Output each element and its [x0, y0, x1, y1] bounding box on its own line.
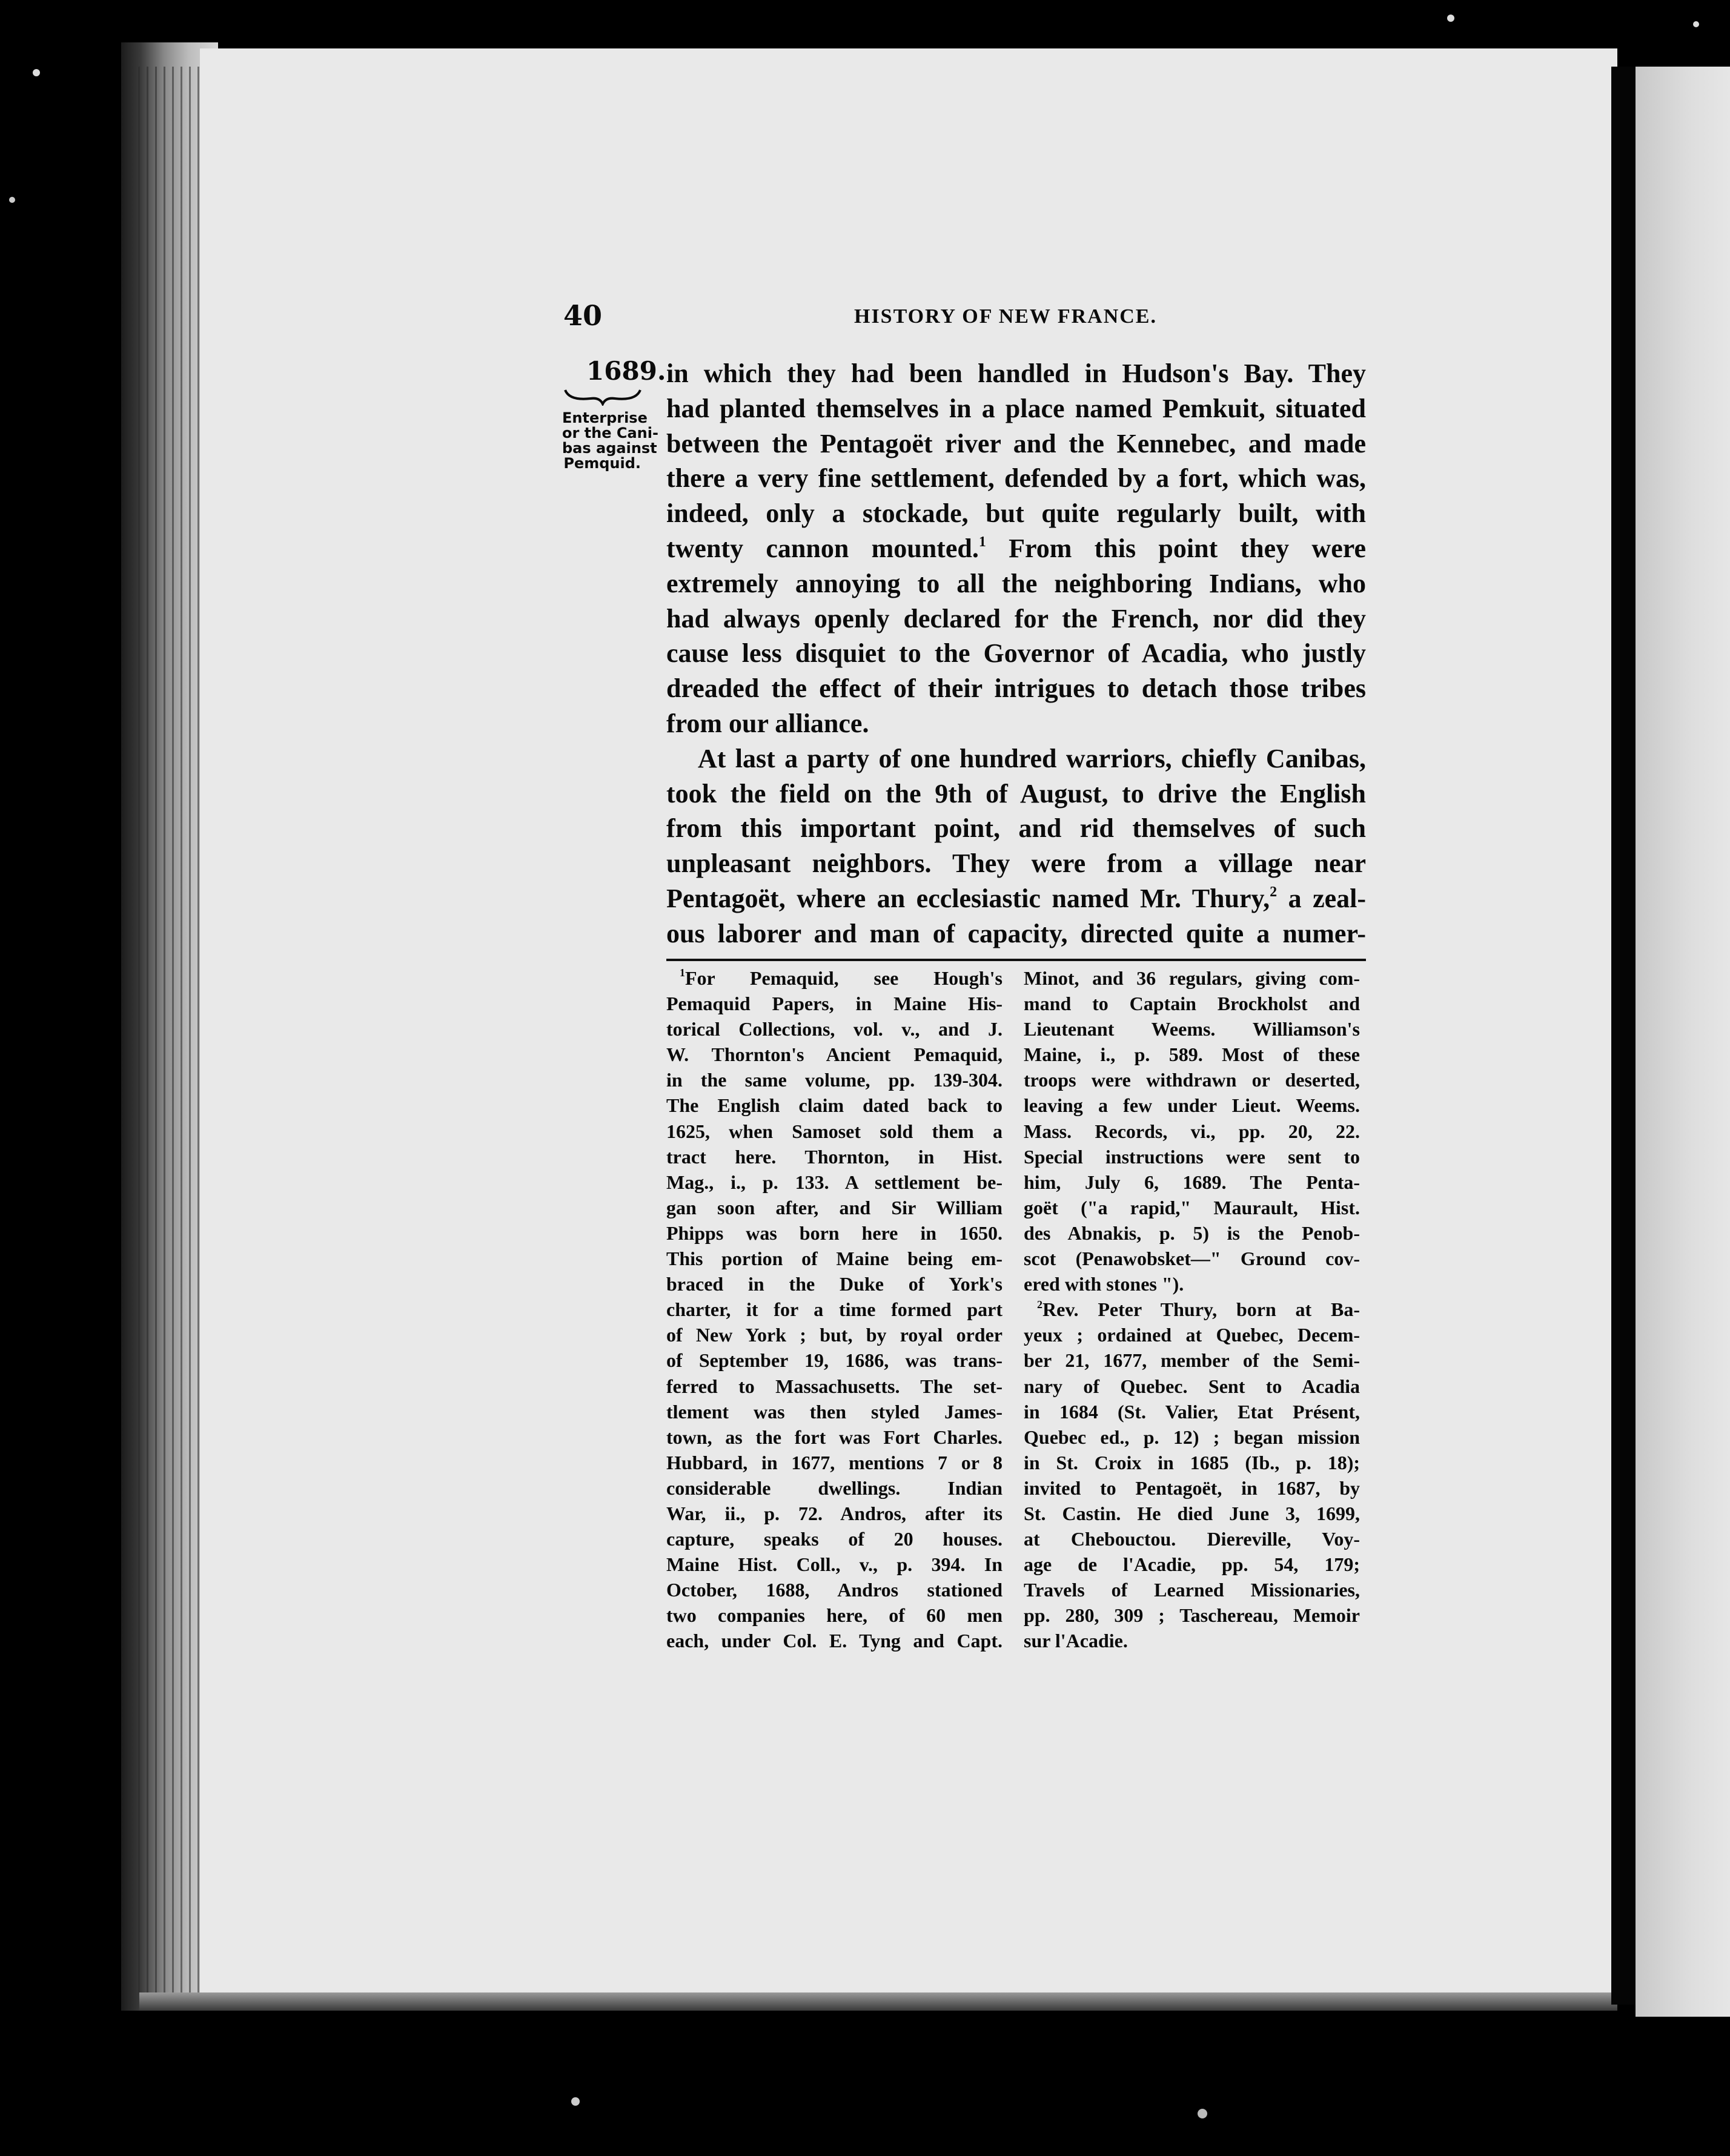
- footnote-line: goët ("a rapid," Maurault, Hist.: [1024, 1196, 1360, 1219]
- sidenote-line: Enterprise: [562, 409, 648, 426]
- brace-ornament: [563, 388, 642, 406]
- footnote-line: Maine Hist. Coll., v., p. 394. In: [666, 1553, 1003, 1576]
- page-header: [563, 299, 1369, 332]
- footnote-mark-2: 2: [1270, 884, 1278, 901]
- footnote-number-2: 2: [1037, 1298, 1042, 1311]
- body-line: from this important point, and rid themselves of such: [666, 813, 1366, 844]
- gutter-shadow: [1611, 67, 1636, 2005]
- page-edges-texture: [138, 67, 205, 1992]
- footnote-line: Quebec ed., p. 12) ; began mission: [1024, 1426, 1360, 1448]
- footnote-line: sur l'Acadie.: [1024, 1630, 1128, 1652]
- footnote-line: invited to Pentagoët, in 1687, by: [1024, 1476, 1360, 1499]
- body-line: extremely annoying to all the neighboring Indians, who: [666, 568, 1366, 598]
- footnote-line: considerable dwellings. Indian: [666, 1476, 1003, 1499]
- footnote-mark-1: 1: [978, 534, 986, 551]
- footnote-line: tlement was then styled James-: [666, 1400, 1003, 1423]
- footnote-line: War, ii., p. 72. Andros, after its: [666, 1502, 1003, 1524]
- footnote-line: him, July 6, 1689. The Penta-: [1024, 1171, 1360, 1193]
- footnote-line: in 1684 (St. Valier, Etat Présent,: [1024, 1400, 1360, 1423]
- footnote-rule: [666, 959, 1366, 961]
- footnote-line: $^2$Rev. Peter Thury, born at Ba-: [1037, 1298, 1360, 1321]
- footnote-line: Mass. Records, vi., pp. 20, 22.: [1024, 1120, 1360, 1142]
- footnotes-left-column: [666, 965, 1003, 1654]
- footnote-line: pp. 280, 309 ; Taschereau, Memoir: [1024, 1604, 1360, 1627]
- body-line: between the Pentagoët river and the Kennebec, and made: [666, 428, 1366, 458]
- sidenote-line: Pemquid.: [563, 455, 641, 472]
- footnote-line: gan soon after, and Sir William: [666, 1196, 1003, 1219]
- footnote-line: capture, speaks of 20 houses.: [666, 1528, 1003, 1550]
- footnote-line: two companies here, of 60 men: [666, 1604, 1003, 1627]
- body-line-segment: twenty cannon mounted.: [666, 533, 979, 563]
- footnote-line: mand to Captain Brockholst and: [1024, 993, 1360, 1015]
- footnote-line: torical Collections, vol. v., and J.: [666, 1018, 1003, 1040]
- body-text: [666, 356, 1366, 951]
- body-line-segment: Pentagoët, where an ecclesiastic named Mr. Thury,: [666, 883, 1270, 913]
- footnote-line: The English claim dated back to: [666, 1094, 1003, 1117]
- body-line: unpleasant neighbors. They were from a village near: [666, 848, 1366, 879]
- footnote-line: in the same volume, pp. 139-304.: [666, 1069, 1003, 1091]
- footnote-line: charter, it for a time formed part: [666, 1298, 1003, 1321]
- footnotes-right-column: [1024, 965, 1360, 1654]
- body-line: At last a party of one hundred warriors, chiefly Canibas,: [698, 743, 1366, 773]
- body-line: had always openly declared for the French, nor did they: [666, 603, 1366, 633]
- body-line: in which they had been handled in Hudson's Bay. They: [666, 359, 1366, 388]
- running-title: HISTORY OF NEW FRANCE.: [854, 305, 1157, 328]
- footnote-line: scot (Penawobsket—" Ground cov-: [1024, 1248, 1360, 1270]
- footnote-line: yeux ; ordained at Quebec, Decem-: [1024, 1324, 1360, 1346]
- footnote-line: tract here. Thornton, in Hist.: [666, 1145, 1003, 1168]
- body-line: took the field on the 9th of August, to drive the English: [666, 778, 1366, 808]
- body-line: [666, 881, 1366, 916]
- footnote-line: of New York ; but, by royal order: [666, 1324, 1003, 1346]
- footnote-line: Special instructions were sent to: [1024, 1145, 1360, 1168]
- footnote-line: St. Castin. He died June 3, 1699,: [1024, 1502, 1360, 1524]
- footnote-line: $^1$For Pemaquid, see Hough's: [680, 967, 1003, 989]
- margin-year: 1689.: [586, 356, 666, 386]
- footnote-line: Pemaquid Papers, in Maine His-: [666, 993, 1003, 1015]
- footnote-line: Hubbard, in 1677, mentions 7 or 8: [666, 1451, 1003, 1473]
- footnote-line: at Chebouctou. Diereville, Voy-: [1024, 1528, 1360, 1550]
- footnote-line: each, under Col. E. Tyng and Capt.: [666, 1630, 1003, 1652]
- footnote-line: nary of Quebec. Sent to Acadia: [1024, 1375, 1360, 1397]
- footnote-line: town, as the fort was Fort Charles.: [666, 1426, 1003, 1448]
- page-bottom-shadow: [139, 1992, 1617, 2011]
- footnote-line: W. Thornton's Ancient Pemaquid,: [666, 1043, 1003, 1066]
- footnote-line: This portion of Maine being em-: [666, 1248, 1003, 1270]
- footnote-line: Mag., i., p. 133. A settlement be-: [666, 1171, 1003, 1193]
- footnote-line: in St. Croix in 1685 (Ib., p. 18);: [1024, 1451, 1360, 1473]
- footnote-line: leaving a few under Lieut. Weems.: [1024, 1094, 1360, 1117]
- body-line: cause less disquiet to the Governor of Acadia, who justly: [666, 638, 1366, 669]
- sidenote-line: or the Cani-: [562, 425, 658, 441]
- footnote-line: Travels of Learned Missionaries,: [1024, 1579, 1360, 1601]
- page-number: 40: [563, 299, 603, 332]
- footnote-line: ered with stones ").: [1024, 1273, 1184, 1295]
- facing-page-edge: [1636, 67, 1730, 2017]
- margin-sidenote: [562, 409, 658, 472]
- body-line-segment: a zeal-: [1288, 883, 1366, 913]
- body-line: from our alliance.: [666, 708, 869, 738]
- body-line: had planted themselves in a place named Pemkuit, situated: [666, 393, 1366, 423]
- footnote-line: troops were withdrawn or deserted,: [1024, 1069, 1360, 1091]
- body-line: indeed, only a stockade, but quite regularly built, with: [666, 498, 1366, 529]
- footnote-line: 1625, when Samoset sold them a: [666, 1120, 1003, 1142]
- footnote-number-1: 1: [680, 967, 685, 979]
- footnote-line: October, 1688, Andros stationed: [666, 1579, 1003, 1601]
- footnote-line: ferred to Massachusetts. The set-: [666, 1375, 1003, 1397]
- footnote-line: ber 21, 1677, member of the Semi-: [1024, 1349, 1360, 1372]
- body-line-segment: From this point they were: [1009, 533, 1366, 563]
- footnote-line: Phipps was born here in 1650.: [666, 1222, 1003, 1244]
- footnote-line: age de l'Acadie, pp. 54, 179;: [1024, 1553, 1360, 1576]
- footnote-line: des Abnakis, p. 5) is the Penob-: [1024, 1222, 1360, 1244]
- sidenote-line: bas against: [562, 440, 657, 457]
- footnote-line: Maine, i., p. 589. Most of these: [1024, 1043, 1360, 1066]
- footnote-line: Minot, and 36 regulars, giving com-: [1024, 967, 1360, 989]
- footnote-line: Lieutenant Weems. Williamson's: [1024, 1018, 1360, 1040]
- body-line: there a very fine settlement, defended by a fort, which was,: [666, 463, 1366, 494]
- body-line: ous laborer and man of capacity, directed quite a numer-: [666, 918, 1366, 948]
- footnote-line: braced in the Duke of York's: [666, 1273, 1003, 1295]
- body-line: dreaded the effect of their intrigues to detach those tribes: [666, 673, 1366, 704]
- footnote-line: of September 19, 1686, was trans-: [666, 1349, 1003, 1372]
- body-line: [666, 531, 1366, 566]
